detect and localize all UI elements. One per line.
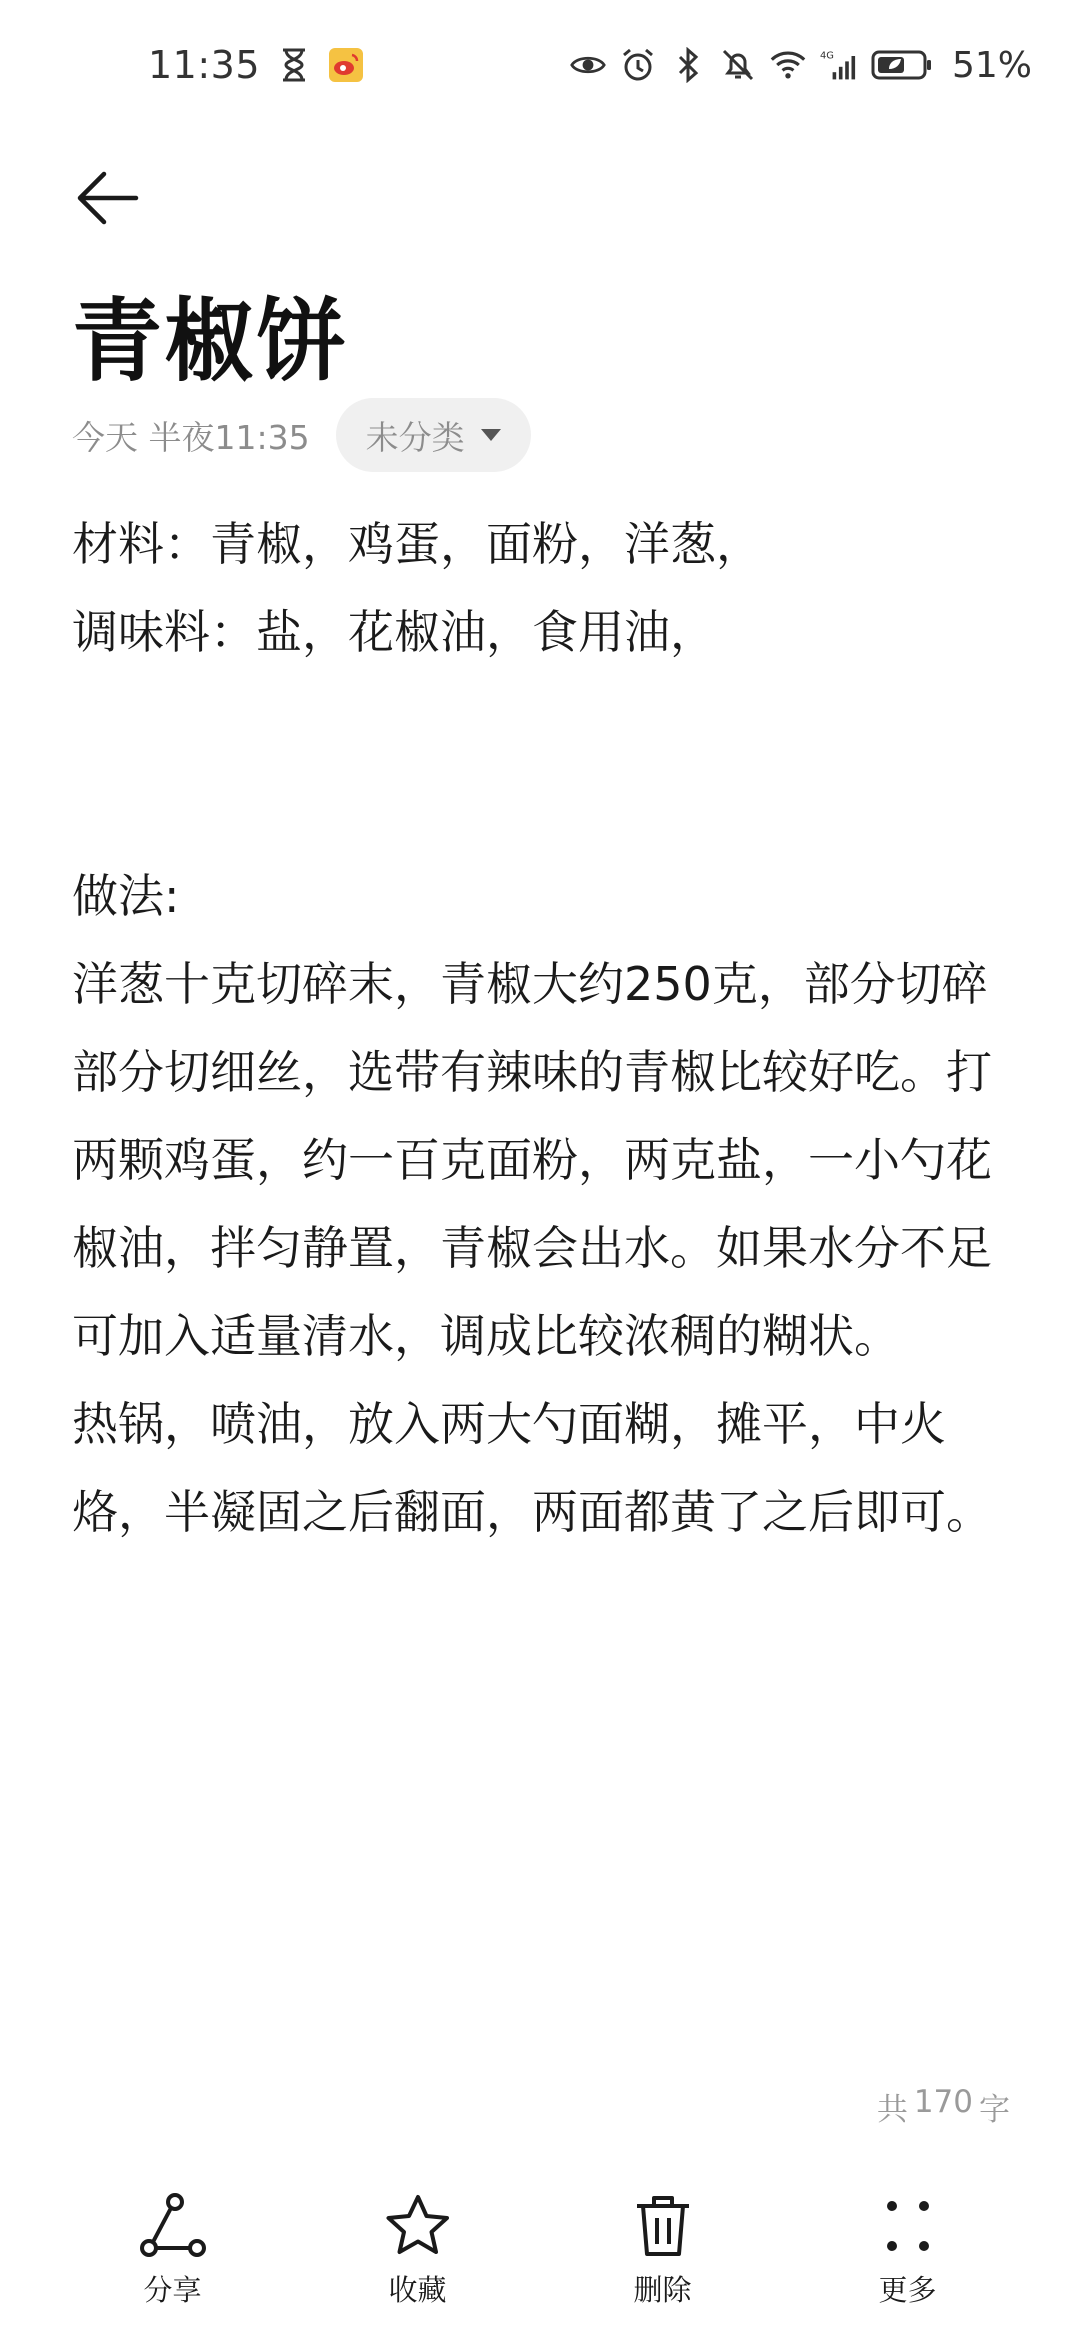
weibo-icon [328, 47, 364, 83]
battery-percentage: 51% [951, 44, 1032, 86]
more-label: 更多 [878, 2273, 937, 2307]
alarm-icon [620, 47, 656, 83]
share-label: 分享 [143, 2273, 202, 2307]
method-heading: 做法: [72, 869, 180, 923]
word-count-prefix: 共 [876, 2092, 908, 2128]
star-icon [382, 2190, 454, 2262]
category-label: 未分类 [365, 417, 465, 457]
status-left [148, 43, 364, 87]
ingredients-line: 材料：青椒，鸡蛋，面粉，洋葱， [72, 517, 762, 571]
bottom-toolbar [0, 2190, 1080, 2340]
more-button[interactable] [818, 2190, 998, 2309]
hourglass-icon [276, 47, 312, 83]
word-count-value: 170 [913, 2084, 973, 2120]
back-button[interactable] [60, 150, 156, 246]
note-body[interactable] [72, 500, 1012, 1556]
category-selector[interactable] [336, 398, 531, 472]
word-count-suffix: 字 [979, 2092, 1010, 2128]
mute-icon [720, 47, 756, 83]
eye-icon [570, 47, 606, 83]
delete-button[interactable] [573, 2190, 753, 2309]
seasoning-line: 调味料：盐，花椒油，食用油， [72, 605, 716, 659]
back-arrow-icon [76, 168, 140, 228]
method-paragraph-1: 洋葱十克切碎末，青椒大约250克，部分切碎部分切细丝，选带有辣味的青椒比较好吃。打两颗鸡蛋，约一百克面粉，两克盐，一小勺花椒油，拌匀静置，青椒会出水。如果水分不足可加入适量清水，调成比较浓稠的糊状。 [72, 957, 992, 1363]
wifi-icon [770, 47, 806, 83]
signal-icon [820, 47, 856, 83]
note-title[interactable]: 青椒饼 [72, 289, 348, 394]
share-icon [137, 2190, 209, 2262]
favorite-button[interactable] [328, 2190, 508, 2309]
status-bar [0, 0, 1080, 130]
status-time: 11:35 [148, 43, 261, 87]
blank-lines [72, 676, 1012, 852]
svg-text:4G: 4G [819, 50, 834, 62]
note-meta [72, 398, 531, 472]
trash-icon [627, 2190, 699, 2262]
bluetooth-icon [670, 47, 706, 83]
caret-down-icon [481, 429, 501, 441]
share-button[interactable] [83, 2190, 263, 2309]
more-icon [872, 2190, 944, 2262]
note-date: 今天 半夜11:35 [72, 417, 310, 457]
favorite-label: 收藏 [388, 2273, 447, 2307]
delete-label: 删除 [633, 2273, 692, 2307]
method-paragraph-2: 热锅，喷油，放入两大勺面糊，摊平，中火烙，半凝固之后翻面，两面都黄了之后即可。 [72, 1397, 992, 1539]
status-right [570, 45, 1032, 86]
word-count [877, 2084, 1010, 2129]
battery-icon [870, 47, 934, 83]
